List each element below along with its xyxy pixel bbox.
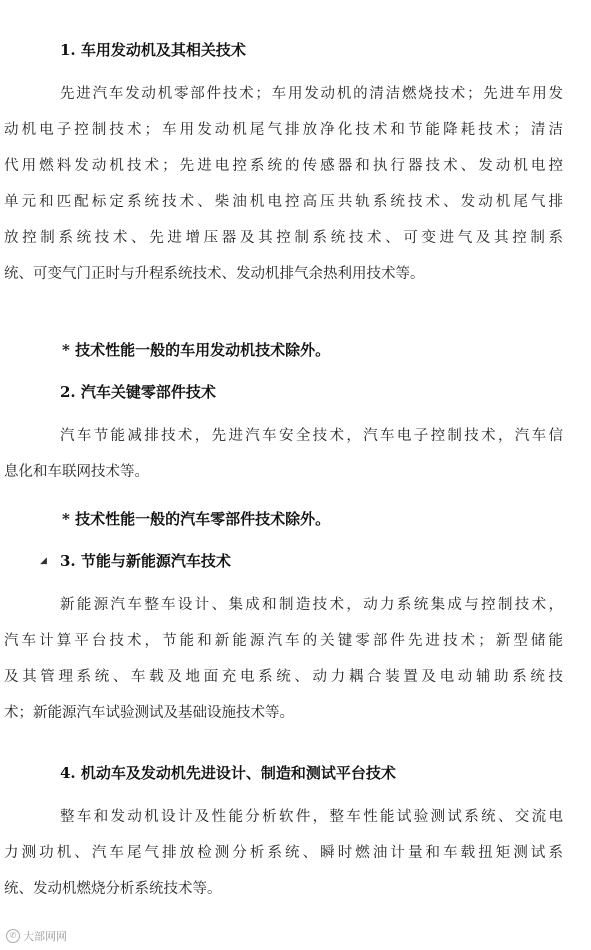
section-2-line-2: 息化和车联网技术等。	[4, 464, 149, 480]
section-2-line-1: 汽车节能减排技术，先进汽车安全技术，汽车电子控制技术，汽车信	[60, 428, 563, 444]
watermark-text: 大部网网	[23, 930, 67, 943]
collapse-marker-icon[interactable]: ◢	[40, 556, 47, 566]
section-1-line-6: 统、可变气门正时与升程系统技术、发动机排气余热利用技术等。	[4, 266, 425, 282]
section-1-heading: 1. 车用发动机及其相关技术	[60, 41, 246, 59]
watermark	[6, 928, 67, 944]
section-4-body	[0, 799, 591, 907]
section-2-heading: 2. 汽车关键零部件技术	[60, 383, 216, 401]
section-1-line-3: 代用燃料发动机技术；先进电控系统的传感器和执行器技术、发动机电控	[4, 158, 563, 174]
section-2-note: * 技术性能一般的汽车零部件技术除外。	[62, 510, 331, 528]
section-3-line-3: 及其管理系统、车载及地面充电系统、动力耦合装置及电动辅助系统技	[4, 669, 563, 685]
section-4-heading: 4. 机动车及发动机先进设计、制造和测试平台技术	[60, 764, 396, 782]
section-4-line-2: 力测功机、汽车尾气排放检测分析系统、瞬时燃油计量和车载扭矩测试系	[4, 845, 563, 861]
section-1-body	[0, 76, 591, 292]
section-3-line-2: 汽车计算平台技术，节能和新能源汽车的关键零部件先进技术；新型储能	[4, 633, 563, 649]
section-1-note: * 技术性能一般的车用发动机技术除外。	[62, 341, 331, 359]
section-1-line-4: 单元和匹配标定系统技术、柴油机电控高压共轨系统技术、发动机尾气排	[4, 194, 563, 210]
section-3-body	[0, 587, 591, 731]
section-1-line-5: 放控制系统技术、先进增压器及其控制系统技术、可变进气及其控制系	[4, 230, 563, 246]
section-4-line-1: 整车和发动机设计及性能分析软件，整车性能试验测试系统、交流电	[60, 809, 563, 825]
section-4-line-3: 统、发动机燃烧分析系统技术等。	[4, 881, 222, 897]
section-1-line-2: 动机电子控制技术；车用发动机尾气排放净化技术和节能降耗技术；清洁	[4, 122, 563, 138]
wechat-logo-icon: ✆	[6, 929, 20, 943]
section-1-line-1: 先进汽车发动机零部件技术；车用发动机的清洁燃烧技术；先进车用发	[60, 86, 563, 102]
section-3-heading: 3. 节能与新能源汽车技术	[60, 552, 231, 570]
section-3-line-1: 新能源汽车整车设计、集成和制造技术，动力系统集成与控制技术，	[60, 597, 563, 613]
section-2-body	[0, 418, 591, 490]
section-3-line-4: 术；新能源汽车试验测试及基础设施技术等。	[4, 705, 294, 721]
